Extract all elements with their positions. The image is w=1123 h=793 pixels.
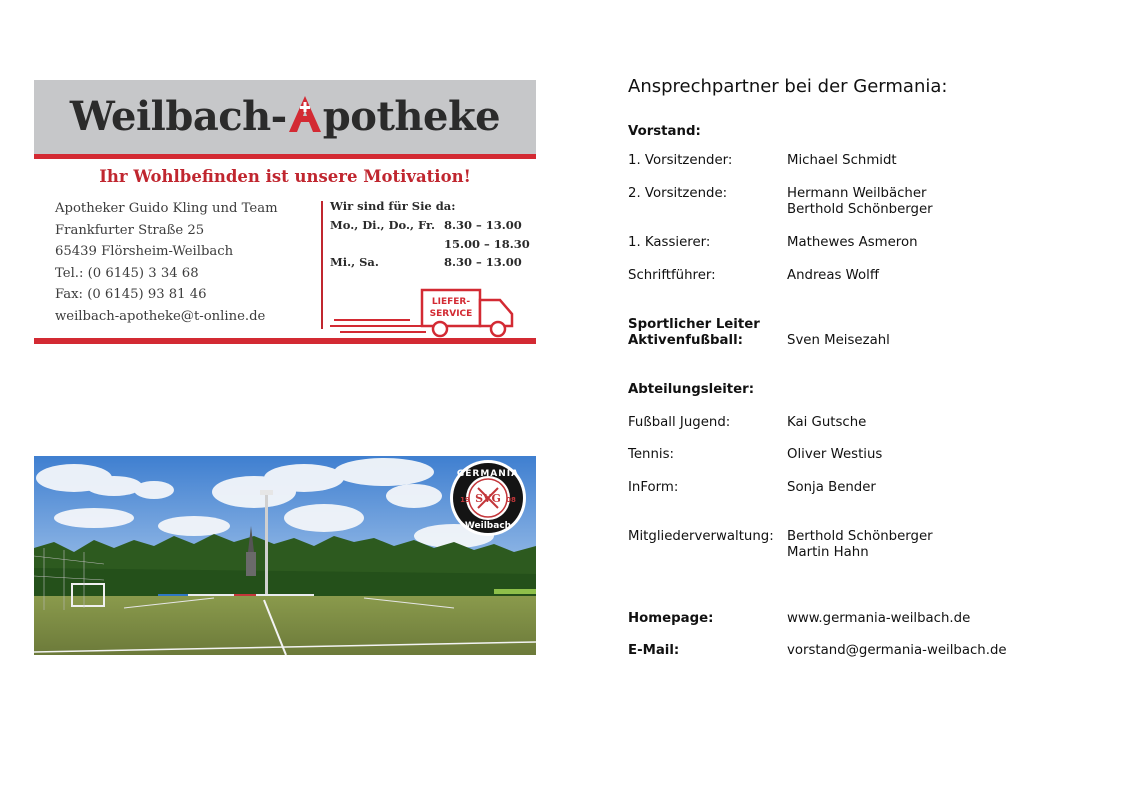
contacts-heading: Ansprechpartner bei der Germania: bbox=[628, 76, 948, 97]
pharmacy-owner: Apotheker Guido Kling und Team bbox=[55, 201, 278, 216]
opening-hours bbox=[330, 199, 530, 274]
apotheke-a-logo-icon bbox=[287, 94, 323, 134]
pharmacy-email: weilbach-apotheke@t-online.de bbox=[55, 308, 266, 324]
ad-divider bbox=[34, 154, 536, 159]
inform-value: Sonja Bender bbox=[787, 480, 876, 495]
board-title: Vorstand: bbox=[628, 124, 701, 139]
logo-monogram: SVG bbox=[475, 492, 501, 505]
pharmacy-slogan: Ihr Wohlbefinden ist unsere Motivation! bbox=[99, 167, 471, 186]
logo-year-right: 08 bbox=[506, 496, 516, 504]
vice-chair-value-2: Berthold Schönberger bbox=[787, 202, 933, 217]
tennis-label: Tennis: bbox=[628, 447, 674, 462]
members-value: Berthold Schönberger bbox=[787, 529, 933, 544]
treasurer-label: 1. Kassierer: bbox=[628, 235, 711, 250]
department-title: Abteilungsleiter: bbox=[628, 382, 755, 397]
opening-hours-row bbox=[330, 237, 530, 256]
contacts-panel bbox=[628, 0, 1108, 793]
secretary-label: Schriftführer: bbox=[628, 268, 716, 283]
opening-days: Mo., Di., Do., Fr. bbox=[330, 218, 435, 232]
tennis-value: Oliver Westius bbox=[787, 447, 883, 462]
pharmacy-city: 65439 Flörsheim-Weilbach bbox=[55, 244, 234, 259]
pharmacy-fax: Fax: (0 6145) 93 81 46 bbox=[55, 287, 207, 302]
ad-vertical-divider bbox=[321, 201, 323, 329]
treasurer-value: Mathewes Asmeron bbox=[787, 235, 918, 250]
opening-hours-title: Wir sind für Sie da: bbox=[330, 199, 456, 213]
youth-football-value: Kai Gutsche bbox=[787, 415, 867, 430]
opening-hours-row bbox=[330, 218, 530, 237]
youth-football-label: Fußball Jugend: bbox=[628, 415, 731, 430]
email-label: E-Mail: bbox=[628, 643, 680, 658]
pharmacy-ad bbox=[34, 80, 536, 344]
members-label: Mitgliederverwaltung: bbox=[628, 529, 774, 544]
opening-time: 8.30 – 13.00 bbox=[444, 255, 522, 269]
sport-lead-value: Sven Meisezahl bbox=[787, 333, 890, 348]
opening-time: 8.30 – 13.00 bbox=[444, 218, 522, 232]
homepage-link[interactable]: www.germania-weilbach.de bbox=[787, 611, 971, 626]
truck-label-1: LIEFER- bbox=[431, 297, 471, 307]
logo-text-top: GERMANIA bbox=[456, 469, 520, 479]
pharmacy-name-first: Weilbach- bbox=[69, 93, 287, 140]
vice-chair-value: Hermann Weilbächer bbox=[787, 186, 927, 201]
opening-hours-row bbox=[330, 255, 530, 274]
pharmacy-phone: Tel.: (0 6145) 3 34 68 bbox=[55, 265, 199, 281]
delivery-truck-icon bbox=[330, 280, 520, 342]
opening-time: 15.00 – 18.30 bbox=[444, 236, 530, 251]
homepage-label: Homepage: bbox=[628, 611, 714, 626]
logo-text-bottom: Weilbach bbox=[464, 521, 512, 531]
logo-year-left: 19 bbox=[460, 496, 470, 504]
pharmacy-street: Frankfurter Straße 25 bbox=[55, 222, 205, 238]
vice-chair-label: 2. Vorsitzende: bbox=[628, 186, 728, 201]
sport-lead-label: Sportlicher Leiter bbox=[628, 317, 760, 332]
sport-lead-label-2: Aktivenfußball: bbox=[628, 333, 743, 348]
chair-value: Michael Schmidt bbox=[787, 153, 897, 168]
members-value-2: Martin Hahn bbox=[787, 545, 869, 560]
secretary-value: Andreas Wolff bbox=[787, 268, 879, 283]
pharmacy-contact-block bbox=[55, 198, 278, 327]
germania-logo-icon bbox=[450, 460, 526, 536]
chair-label: 1. Vorsitzender: bbox=[628, 153, 733, 168]
opening-days: Mi., Sa. bbox=[330, 255, 379, 269]
ad-bottom-line bbox=[34, 338, 536, 344]
pharmacy-name bbox=[34, 90, 536, 140]
inform-label: InForm: bbox=[628, 480, 679, 495]
truck-label-2: SERVICE bbox=[429, 309, 473, 319]
sports-field-photo bbox=[34, 456, 536, 655]
pharmacy-name-last: potheke bbox=[322, 93, 501, 140]
email-link[interactable]: vorstand@germania-weilbach.de bbox=[787, 643, 1007, 658]
